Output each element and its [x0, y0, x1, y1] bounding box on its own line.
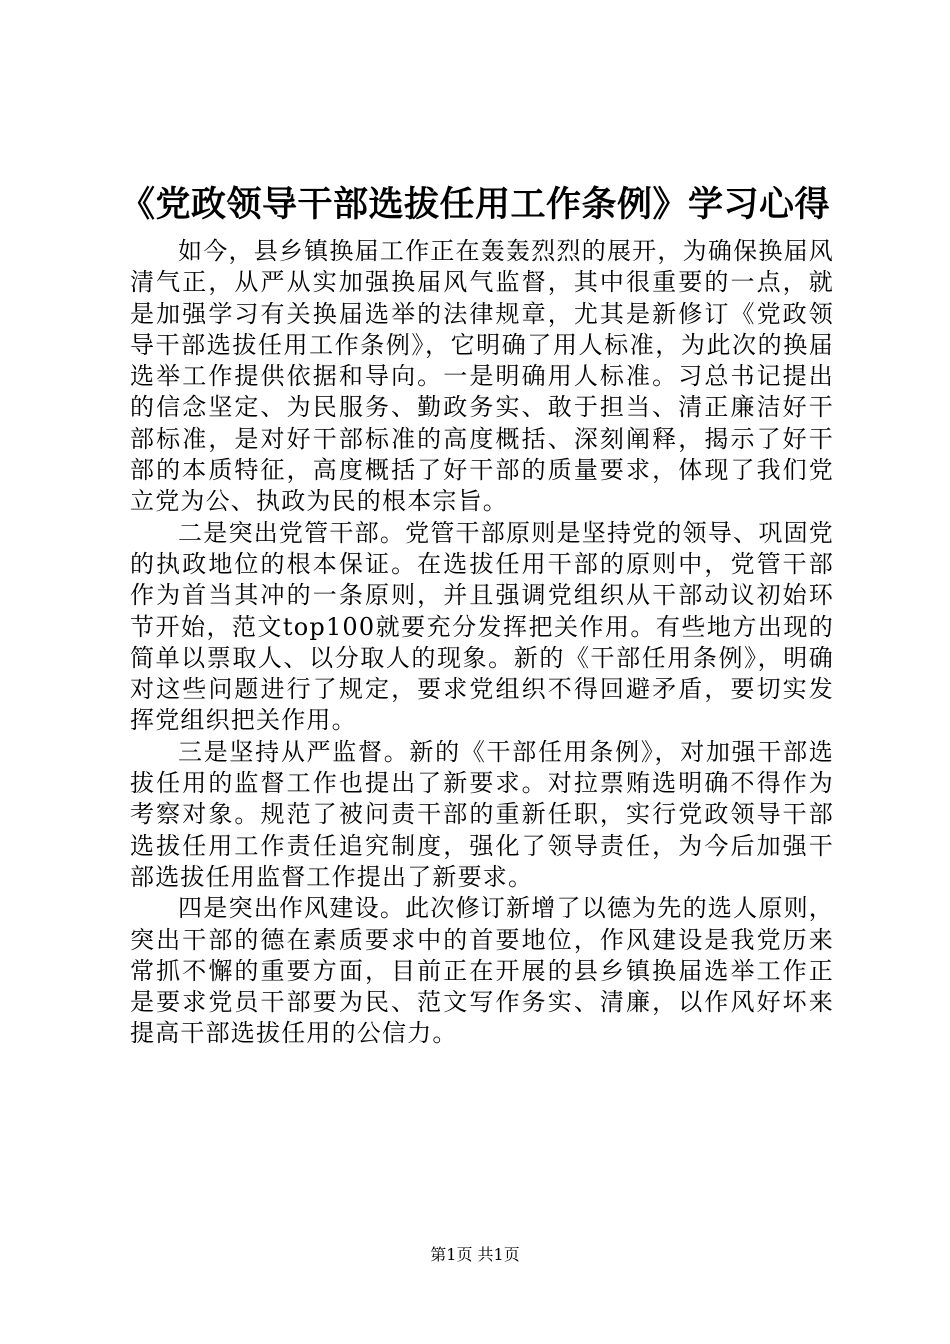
- document-title: 《党政领导干部选拔任用工作条例》学习心得: [119, 184, 830, 225]
- page-footer: 第1页 共1页: [430, 1245, 520, 1264]
- paragraph: 二是突出党管干部。党管干部原则是坚持党的领导、巩固党的执政地位的根本保证。在选拔任用干部的原则中，党管干部作为首当其冲的一条原则，并且强调党组织从干部动议初始环节开始，范文top100就要充分发挥把关作用。有些地方出现的简单以票取人、以分取人的现象。新的《干部任用条例》，明确对这些问题进行了规定，要求党组织不得回避矛盾，要切实发挥党组织把关作用。: [130, 518, 834, 735]
- paragraph: 四是突出作风建设。此次修订新增了以德为先的选人原则，突出干部的德在素质要求中的首要地位，作风建设是我党历来常抓不懈的重要方面，目前正在开展的县乡镇换届选举工作正是要求党员干部要为民、范文写作务实、清廉，以作风好坏来提高干部选拔任用的公信力。: [130, 894, 834, 1048]
- document-body: [130, 236, 834, 1050]
- paragraph: 如今，县乡镇换届工作正在轰轰烈烈的展开，为确保换届风清气正，从严从实加强换届风气监督，其中很重要的一点，就是加强学习有关换届选举的法律规章，尤其是新修订《党政领导干部选拔任用工作条例》，它明确了用人标准，为此次的换届选举工作提供依据和导向。一是明确用人标准。习总书记提出的信念坚定、为民服务、勤政务实、敢于担当、清正廉洁好干部标准，是对好干部标准的高度概括、深刻阐释，揭示了好干部的本质特征，高度概括了好干部的质量要求，体现了我们党立党为公、执政为民的根本宗旨。: [130, 237, 834, 516]
- paragraph: 三是坚持从严监督。新的《干部任用条例》，对加强干部选拔任用的监督工作也提出了新要求。对拉票贿选明确不得作为考察对象。规范了被问责干部的重新任职，实行党政领导干部选拔任用工作责任追究制度，强化了领导责任，为今后加强干部选拔任用监督工作提出了新要求。: [130, 737, 834, 891]
